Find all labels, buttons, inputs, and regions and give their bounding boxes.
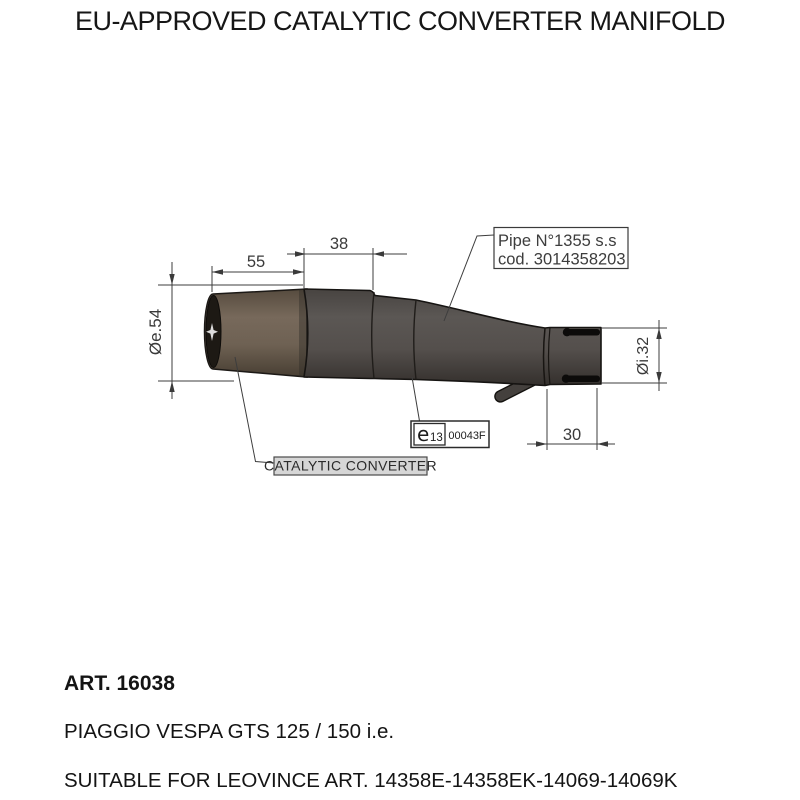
dim-38-value: 38 — [329, 235, 349, 253]
dim-inner-diameter-value: Øi.32 — [635, 336, 652, 376]
pipe-illustration — [205, 289, 602, 404]
arrowhead — [597, 441, 608, 446]
leader-line — [412, 377, 420, 421]
dim-inner-diameter — [601, 320, 667, 391]
homologation-number: 00043F — [448, 430, 486, 442]
part-label-text: CATALYTIC CONVERTER — [263, 457, 438, 474]
pipe-body — [304, 289, 601, 386]
homologation-mark: e — [417, 422, 430, 446]
article-number: ART. 16038 — [64, 672, 175, 695]
dim-outer-diameter-value: Øe.54 — [146, 308, 165, 356]
arrowhead — [656, 372, 661, 383]
arrowhead — [212, 269, 223, 274]
dim-mid-section-length — [287, 235, 407, 290]
compatibility-note: SUITABLE FOR LEOVINCE ART. 14358E-14358EK-14069-14069K — [64, 769, 678, 792]
homologation-region: 13 — [430, 432, 443, 444]
arrowhead — [656, 328, 661, 339]
arrowhead — [169, 274, 174, 285]
page-title: EU-APPROVED CATALYTIC CONVERTER MANIFOLD — [74, 6, 726, 36]
arrowhead — [293, 269, 304, 274]
pipe-info-line1: Pipe N°1355 s.s — [498, 232, 617, 250]
outlet-slot-top-hole — [563, 328, 571, 336]
arrowhead — [169, 381, 174, 392]
dim-outlet-length — [527, 388, 615, 450]
dim-55-value: 55 — [246, 253, 266, 271]
outlet-slot-bottom-hole — [562, 375, 570, 383]
pipe-section — [304, 289, 601, 386]
converter-section — [205, 289, 307, 377]
homologation-callout — [411, 377, 489, 448]
dim-30-value: 30 — [562, 426, 582, 444]
pipe-info-line2: cod. 3014358203 — [498, 250, 626, 269]
pipe-info-callout — [444, 228, 628, 322]
vehicle-model: PIAGGIO VESPA GTS 125 / 150 i.e. — [64, 720, 395, 743]
arrowhead — [536, 441, 547, 446]
arrowhead — [373, 251, 384, 256]
